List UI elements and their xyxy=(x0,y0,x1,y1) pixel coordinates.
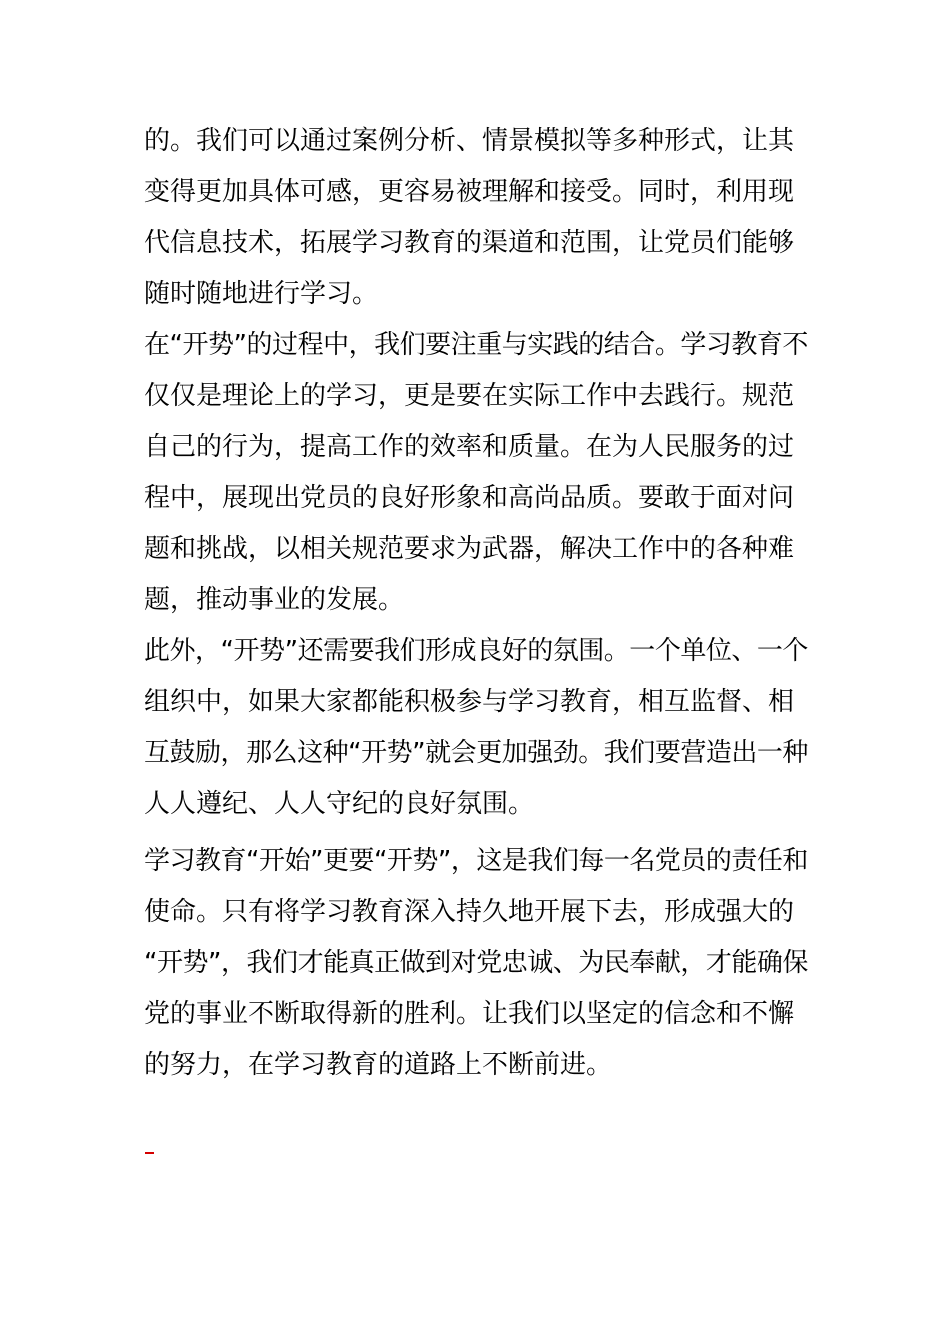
text-line: “开势”，我们才能真正做到对党忠诚、为民奉献，才能确保 xyxy=(144,948,808,978)
text-line: 人人遵纪、人人守纪的良好氛围。 xyxy=(144,789,535,819)
text-line: 互鼓励，那么这种“开势”就会更加强劲。我们要营造出一种 xyxy=(144,738,808,768)
text-line: 随时随地进行学习。 xyxy=(144,279,379,309)
text-line: 组织中，如果大家都能积极参与学习教育，相互监督、相 xyxy=(144,687,795,717)
text-line: 题，推动事业的发展。 xyxy=(144,585,405,615)
paragraph-1 xyxy=(144,116,808,320)
document-body xyxy=(144,116,808,1091)
text-line: 仅仅是理论上的学习，更是要在实际工作中去践行。规范 xyxy=(144,381,795,411)
text-line: 使命。只有将学习教育深入持久地开展下去，形成强大的 xyxy=(144,897,795,927)
text-line: 自己的行为，提高工作的效率和质量。在为人民服务的过 xyxy=(144,432,795,462)
text-line: 党的事业不断取得新的胜利。让我们以坚定的信念和不懈 xyxy=(144,999,795,1029)
text-line: 此外，“开势”还需要我们形成良好的氛围。一个单位、一个 xyxy=(144,636,808,666)
text-line: 学习教育“开始”更要“开势”，这是我们每一名党员的责任和 xyxy=(144,846,808,876)
text-line: 的努力，在学习教育的道路上不断前进。 xyxy=(144,1050,613,1080)
text-line: 的。我们可以通过案例分析、情景模拟等多种形式，让其 xyxy=(144,126,795,156)
red-marker xyxy=(145,1152,154,1154)
paragraph-4 xyxy=(144,836,808,1091)
text-line: 题和挑战，以相关规范要求为武器，解决工作中的各种难 xyxy=(144,534,795,564)
text-line: 程中，展现出党员的良好形象和高尚品质。要敢于面对问 xyxy=(144,483,795,513)
paragraph-2 xyxy=(144,320,808,626)
text-line: 代信息技术，拓展学习教育的渠道和范围，让党员们能够 xyxy=(144,228,795,258)
paragraph-3 xyxy=(144,626,808,830)
text-line: 变得更加具体可感，更容易被理解和接受。同时，利用现 xyxy=(144,177,795,207)
text-line: 在“开势”的过程中，我们要注重与实践的结合。学习教育不 xyxy=(144,330,808,360)
